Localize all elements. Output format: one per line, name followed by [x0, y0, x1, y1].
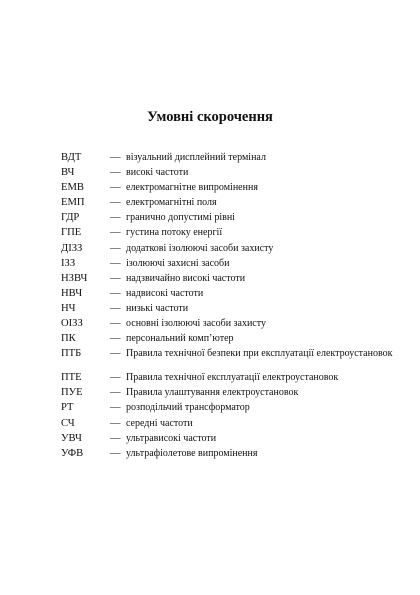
abbreviation-definition: електромагнітне випромінення: [126, 182, 258, 194]
abbreviation-row: [61, 333, 401, 345]
abbreviation-dash: —: [110, 257, 121, 269]
abbreviation-row: [61, 243, 401, 255]
abbreviation-term: ВЧ: [61, 167, 75, 179]
abbreviation-term: РТ: [61, 402, 74, 414]
abbreviation-dash: —: [110, 432, 121, 444]
abbreviation-term: ПК: [61, 333, 76, 345]
abbreviation-dash: —: [110, 372, 121, 384]
abbreviation-dash: —: [110, 242, 121, 254]
abbreviation-row: [61, 402, 401, 414]
abbreviation-definition: електромагнітні поля: [126, 197, 217, 209]
abbreviation-term: ЕМВ: [61, 182, 84, 194]
abbreviation-dash: —: [110, 302, 121, 314]
abbreviation-dash: —: [110, 387, 121, 399]
abbreviation-row: [61, 197, 401, 209]
abbreviation-dash: —: [110, 272, 121, 284]
abbreviation-term: ПТЕ: [61, 372, 82, 384]
abbreviation-dash: —: [110, 167, 121, 179]
abbreviation-definition: надзвичайно високі частоти: [126, 272, 246, 284]
abbreviation-definition: середні частоти: [126, 417, 193, 429]
abbreviation-dash: —: [110, 212, 121, 224]
abbreviation-term: СЧ: [61, 417, 75, 429]
abbreviation-row: [61, 418, 401, 430]
abbreviation-definition: візуальний дисплейний термінал: [126, 152, 266, 163]
abbreviation-term: ПТБ: [61, 348, 82, 360]
abbreviation-row: [61, 182, 401, 194]
abbreviation-definition: Правила улаштування електроустановок: [126, 387, 299, 399]
abbreviation-dash: —: [110, 152, 121, 163]
abbreviation-term: ДІЗЗ: [61, 242, 83, 254]
abbreviation-term: ПУЕ: [61, 387, 83, 399]
abbreviation-dash: —: [110, 197, 121, 209]
abbreviation-definition: ультрависокі частоти: [126, 432, 217, 444]
abbreviation-row: [61, 387, 401, 399]
abbreviation-row: [61, 348, 401, 360]
abbreviation-term: ОІЗЗ: [61, 318, 83, 330]
abbreviation-row: [61, 318, 401, 330]
abbreviation-definition: розподільчий трансформатор: [126, 402, 250, 414]
abbreviation-dash: —: [110, 348, 121, 360]
abbreviation-row: [61, 303, 401, 315]
abbreviation-dash: —: [110, 287, 121, 299]
abbreviation-definition: високі частоти: [126, 167, 189, 179]
abbreviation-dash: —: [110, 417, 121, 429]
abbreviation-term: ЕМП: [61, 197, 85, 209]
abbreviation-definition: гранично допустимі рівні: [126, 212, 235, 224]
abbreviation-definition: Правила технічної безпеки при експлуатації електроустановок: [126, 348, 393, 360]
abbreviation-row: [61, 448, 401, 460]
abbreviation-dash: —: [110, 182, 121, 194]
abbreviation-definition: ізолюючі захисні засоби: [126, 257, 230, 269]
abbreviation-dash: —: [110, 447, 121, 459]
page-title: Умовні скорочення: [147, 109, 273, 125]
abbreviation-dash: —: [110, 333, 121, 345]
abbreviation-term: НЧ: [61, 302, 76, 314]
abbreviation-definition: низькі частоти: [126, 302, 189, 314]
abbreviation-term: ВДТ: [61, 152, 82, 163]
abbreviation-term: УВЧ: [61, 432, 82, 444]
abbreviation-row: [61, 288, 401, 300]
abbreviation-term: УФВ: [61, 447, 84, 459]
abbreviation-row: [61, 212, 401, 224]
abbreviation-definition: додаткові ізолюючі засоби захисту: [126, 242, 274, 254]
abbreviation-definition: надвисокі частоти: [126, 287, 204, 299]
abbreviation-definition: Правила технічної експлуатації електроустановок: [126, 372, 339, 384]
abbreviation-row: [61, 258, 401, 270]
abbreviation-row: [61, 152, 401, 164]
abbreviation-row: [61, 433, 401, 445]
abbreviation-term: ГПЕ: [61, 227, 82, 239]
abbreviation-row: [61, 273, 401, 285]
abbreviation-definition: густина потоку енергії: [126, 227, 223, 239]
abbreviation-definition: персональний комп’ютер: [126, 333, 234, 345]
abbreviation-term: НЗВЧ: [61, 272, 88, 284]
abbreviation-dash: —: [110, 402, 121, 414]
abbreviation-term: НВЧ: [61, 287, 83, 299]
abbreviation-dash: —: [110, 318, 121, 330]
abbreviation-term: ГДР: [61, 212, 80, 224]
abbreviation-definition: ультрафіолетове випромінення: [126, 447, 258, 459]
abbreviation-dash: —: [110, 227, 121, 239]
abbreviation-row: [61, 372, 401, 384]
abbreviation-term: ІЗЗ: [61, 257, 76, 269]
abbreviation-definition: основні ізолюючі засоби захисту: [126, 318, 266, 330]
abbreviation-row: [61, 167, 401, 179]
abbreviations-list: [61, 152, 401, 463]
abbreviation-row: [61, 227, 401, 239]
